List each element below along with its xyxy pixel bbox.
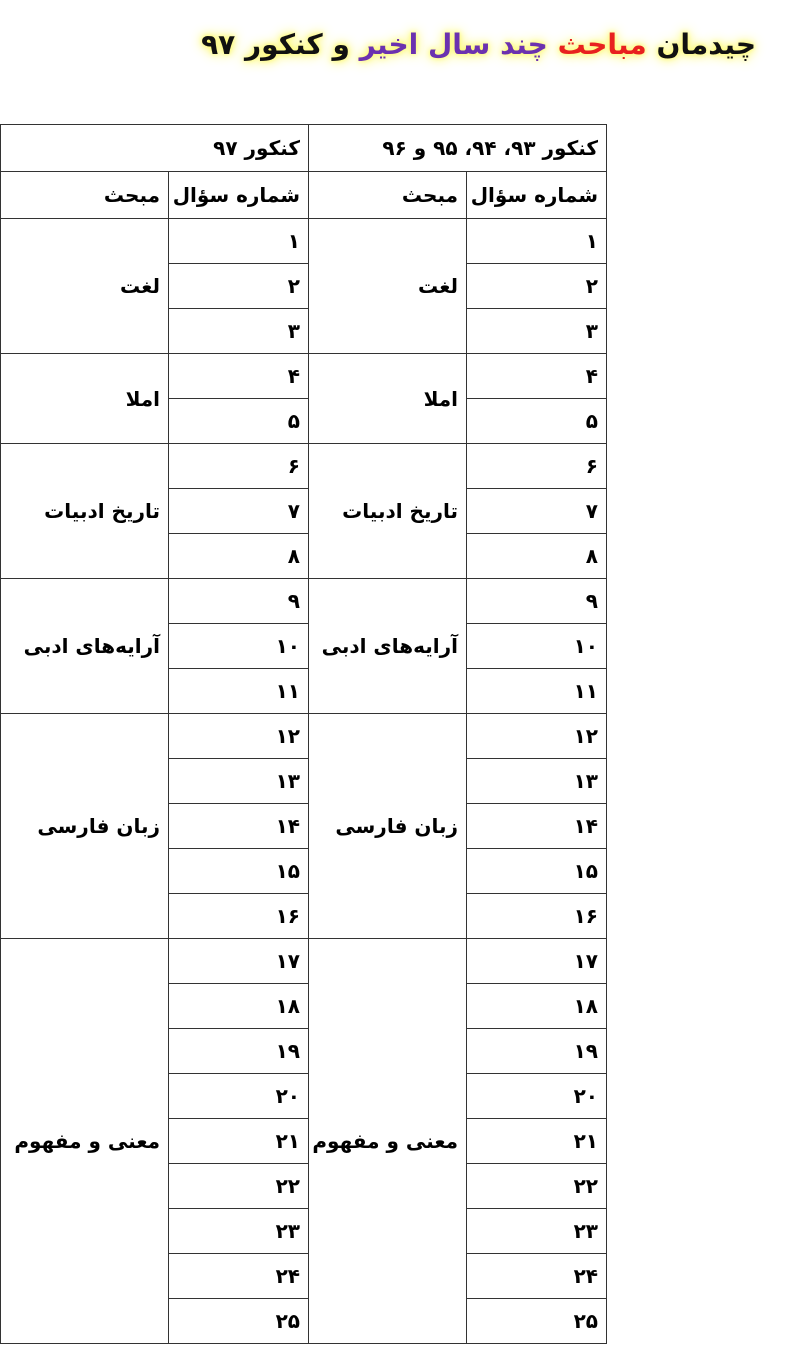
- question-number-cell: ۲۴: [467, 1254, 607, 1299]
- question-number-cell: ۱: [467, 219, 607, 264]
- question-number-cell: ۱۴: [467, 804, 607, 849]
- question-number-cell: ۳: [169, 309, 309, 354]
- question-number-cell: ۷: [467, 489, 607, 534]
- question-number-cell: ۹: [169, 579, 309, 624]
- topic-cell: زبان فارسی: [1, 714, 169, 939]
- question-number-cell: ۱۴: [169, 804, 309, 849]
- group-header-row: [1, 125, 607, 172]
- question-number-cell: ۱۵: [467, 849, 607, 894]
- title-part: چیدمان: [646, 28, 756, 61]
- question-number-cell: ۱۹: [467, 1029, 607, 1074]
- question-number-cell: ۱۵: [169, 849, 309, 894]
- topic-cell: املا: [1, 354, 169, 444]
- question-number-cell: ۱۶: [467, 894, 607, 939]
- table-row: [1, 714, 607, 759]
- topics-table: [0, 124, 607, 1344]
- question-number-cell: ۵: [169, 399, 309, 444]
- table-row: [1, 579, 607, 624]
- question-number-cell: ۱۸: [169, 984, 309, 1029]
- question-number-cell: ۴: [467, 354, 607, 399]
- table-row: [1, 444, 607, 489]
- topic-cell: معنی و مفهوم: [1, 939, 169, 1344]
- topic-cell: لغت: [1, 219, 169, 354]
- table-row: [1, 219, 607, 264]
- question-number-cell: ۲۵: [467, 1299, 607, 1344]
- question-number-cell: ۱۱: [169, 669, 309, 714]
- question-number-cell: ۲۱: [169, 1119, 309, 1164]
- column-header-row: [1, 172, 607, 219]
- column-header-question-number: شماره سؤال: [169, 172, 309, 219]
- topic-cell: املا: [309, 354, 467, 444]
- question-number-cell: ۱۲: [169, 714, 309, 759]
- question-number-cell: ۲۲: [467, 1164, 607, 1209]
- group-header-previous-years: کنکور ۹۳، ۹۴، ۹۵ و ۹۶: [309, 125, 607, 172]
- question-number-cell: ۲: [467, 264, 607, 309]
- question-number-cell: ۲۰: [169, 1074, 309, 1119]
- title-part: و کنکور ۹۷: [201, 28, 350, 61]
- question-number-cell: ۱۰: [467, 624, 607, 669]
- question-number-cell: ۷: [169, 489, 309, 534]
- question-number-cell: ۱۸: [467, 984, 607, 1029]
- question-number-cell: ۲۰: [467, 1074, 607, 1119]
- table-row: [1, 354, 607, 399]
- question-number-cell: ۲۴: [169, 1254, 309, 1299]
- topic-cell: زبان فارسی: [309, 714, 467, 939]
- question-number-cell: ۶: [169, 444, 309, 489]
- topic-cell: آرایه‌های ادبی: [309, 579, 467, 714]
- table-body: [1, 219, 607, 1344]
- question-number-cell: ۲۲: [169, 1164, 309, 1209]
- question-number-cell: ۱۳: [467, 759, 607, 804]
- question-number-cell: ۲۵: [169, 1299, 309, 1344]
- question-number-cell: ۸: [169, 534, 309, 579]
- column-header-question-number: شماره سؤال: [467, 172, 607, 219]
- column-header-topic: مبحث: [309, 172, 467, 219]
- question-number-cell: ۳: [467, 309, 607, 354]
- page-title: [201, 28, 756, 62]
- question-number-cell: ۲۳: [467, 1209, 607, 1254]
- table-row: [1, 939, 607, 984]
- topic-cell: لغت: [309, 219, 467, 354]
- column-header-topic: مبحث: [1, 172, 169, 219]
- question-number-cell: ۱۱: [467, 669, 607, 714]
- question-number-cell: ۵: [467, 399, 607, 444]
- question-number-cell: ۱۲: [467, 714, 607, 759]
- topic-cell: تاریخ ادبیات: [1, 444, 169, 579]
- question-number-cell: ۶: [467, 444, 607, 489]
- question-number-cell: ۲۳: [169, 1209, 309, 1254]
- group-header-konkur-97: کنکور ۹۷: [1, 125, 309, 172]
- question-number-cell: ۱۷: [169, 939, 309, 984]
- topic-cell: تاریخ ادبیات: [309, 444, 467, 579]
- question-number-cell: ۲۱: [467, 1119, 607, 1164]
- title-part-highlight: مباحث: [547, 28, 647, 61]
- question-number-cell: ۱۹: [169, 1029, 309, 1074]
- question-number-cell: ۸: [467, 534, 607, 579]
- question-number-cell: ۱: [169, 219, 309, 264]
- question-number-cell: ۲: [169, 264, 309, 309]
- topic-cell: معنی و مفهوم: [309, 939, 467, 1344]
- topic-cell: آرایه‌های ادبی: [1, 579, 169, 714]
- title-part: چند سال اخیر: [349, 28, 548, 61]
- question-number-cell: ۱۳: [169, 759, 309, 804]
- question-number-cell: ۱۶: [169, 894, 309, 939]
- question-number-cell: ۱۰: [169, 624, 309, 669]
- question-number-cell: ۴: [169, 354, 309, 399]
- question-number-cell: ۱۷: [467, 939, 607, 984]
- question-number-cell: ۹: [467, 579, 607, 624]
